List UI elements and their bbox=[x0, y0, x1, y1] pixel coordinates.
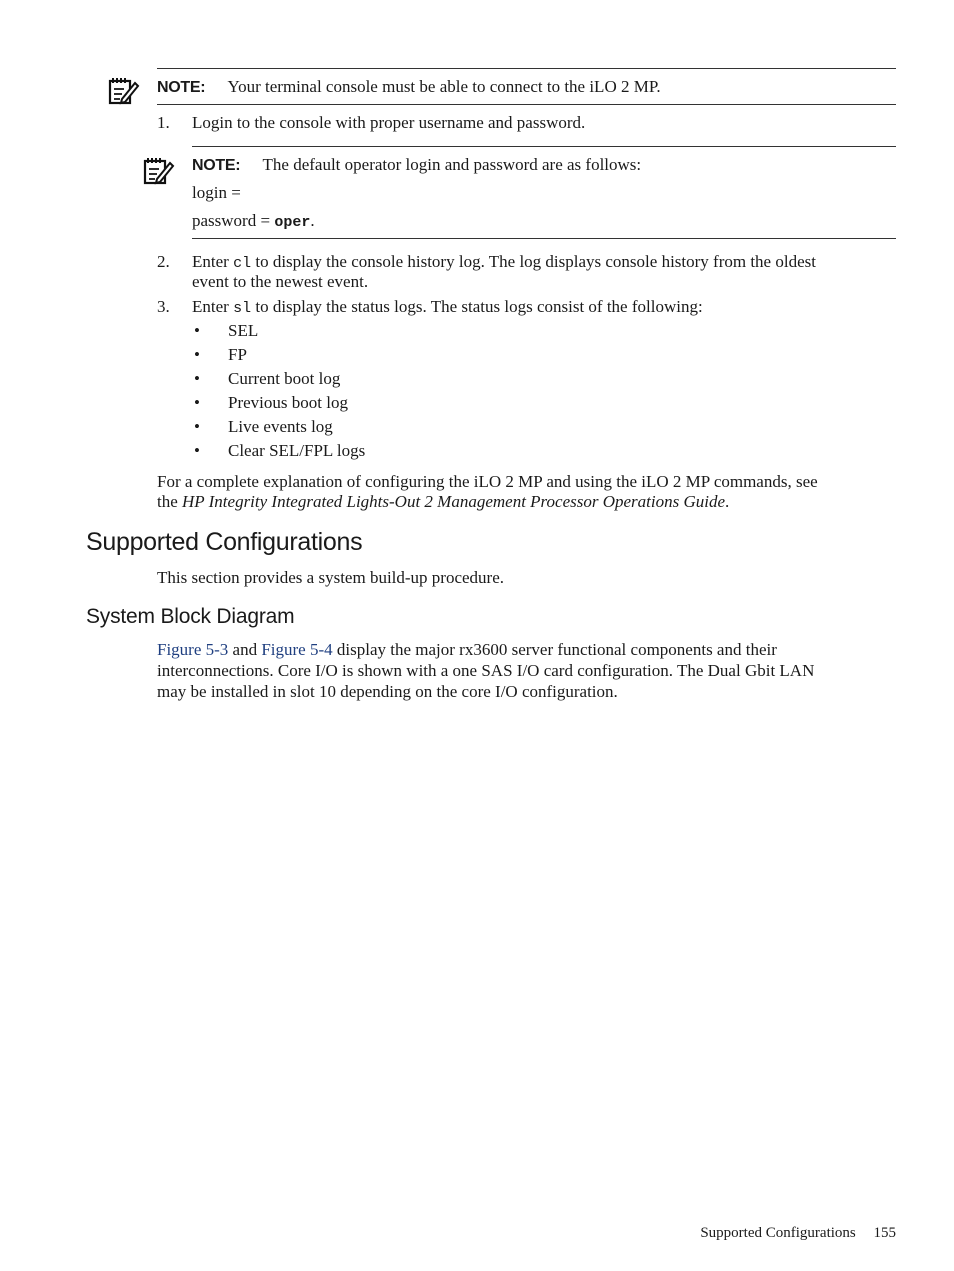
page-footer bbox=[700, 1223, 896, 1243]
explanation-line2 bbox=[157, 492, 729, 512]
password-end: . bbox=[310, 211, 315, 230]
step2-pre: Enter bbox=[192, 252, 229, 271]
bullet-marker: • bbox=[194, 321, 200, 340]
list-item: FP bbox=[228, 345, 247, 364]
bullet-marker: • bbox=[194, 393, 200, 412]
bullet-marker: • bbox=[194, 441, 200, 460]
list-item: Live events log bbox=[228, 417, 333, 436]
note1-line bbox=[157, 77, 896, 98]
list-item: Previous boot log bbox=[228, 393, 348, 412]
note2-line bbox=[192, 155, 896, 176]
step2-line1 bbox=[192, 252, 902, 274]
explanation-pre: the bbox=[157, 492, 178, 511]
step2-command: cl bbox=[233, 255, 252, 272]
step3-pre: Enter bbox=[192, 297, 229, 316]
note2-text: The default operator login and password are as follows: bbox=[262, 155, 642, 174]
step2-line2: event to the newest event. bbox=[192, 272, 369, 291]
note2-login-line: login = bbox=[192, 183, 241, 202]
step1-text: Login to the console with proper username and password. bbox=[192, 113, 586, 132]
explanation-end: . bbox=[725, 492, 730, 511]
figure-5-4-link[interactable]: Figure 5-4 bbox=[261, 640, 333, 659]
subsection-line3: may be installed in slot 10 depending on the core I/O configuration. bbox=[157, 682, 618, 701]
note1-text: Your terminal console must be able to connect to the iLO 2 MP. bbox=[227, 77, 661, 96]
footer-section-name: Supported Configurations bbox=[700, 1225, 856, 1241]
note-label: NOTE: bbox=[157, 79, 206, 96]
bullet-marker: • bbox=[194, 345, 200, 364]
note2-bottom-rule bbox=[192, 238, 896, 239]
explanation-line1: For a complete explanation of configuring the iLO 2 MP and using the iLO 2 MP commands, see bbox=[157, 472, 818, 491]
step3-line bbox=[192, 297, 703, 319]
and-text: and bbox=[232, 640, 258, 659]
note2-top-rule bbox=[192, 146, 896, 147]
step3-number: 3. bbox=[157, 297, 170, 316]
list-item: Clear SEL/FPL logs bbox=[228, 441, 366, 460]
step1-number: 1. bbox=[157, 113, 170, 132]
note-pencil-icon bbox=[143, 155, 175, 187]
footer-page-number: 155 bbox=[873, 1225, 896, 1241]
password-label: password = bbox=[192, 211, 271, 230]
list-item: Current boot log bbox=[228, 369, 341, 388]
bullet-marker: • bbox=[194, 369, 200, 388]
password-value: oper bbox=[274, 214, 311, 231]
step2-post: to display the console history log. The log displays console history from the oldest bbox=[255, 252, 816, 271]
guide-title: HP Integrity Integrated Lights-Out 2 Management Processor Operations Guide bbox=[182, 492, 726, 511]
note1-top-rule bbox=[157, 68, 896, 69]
figure-5-3-link[interactable]: Figure 5-3 bbox=[157, 640, 229, 659]
section-heading: Supported Configurations bbox=[86, 528, 363, 556]
step3-post: to display the status logs. The status logs consist of the following: bbox=[255, 297, 703, 316]
note-pencil-icon bbox=[108, 75, 140, 107]
bullet-marker: • bbox=[194, 417, 200, 436]
note-label: NOTE: bbox=[192, 157, 241, 174]
subsection-line2: interconnections. Core I/O is shown with a one SAS I/O card configuration. The Dual Gbit LAN bbox=[157, 661, 815, 680]
step3-command: sl bbox=[233, 300, 252, 317]
subsection-line1-post: display the major rx3600 server functional components and their bbox=[336, 640, 777, 659]
step2-number: 2. bbox=[157, 252, 170, 271]
list-item: SEL bbox=[228, 321, 259, 340]
subsection-heading: System Block Diagram bbox=[86, 605, 295, 628]
note1-bottom-rule bbox=[157, 104, 896, 105]
section-intro: This section provides a system build-up procedure. bbox=[157, 568, 505, 587]
subsection-line1 bbox=[157, 640, 777, 660]
note2-password-line bbox=[192, 211, 315, 233]
